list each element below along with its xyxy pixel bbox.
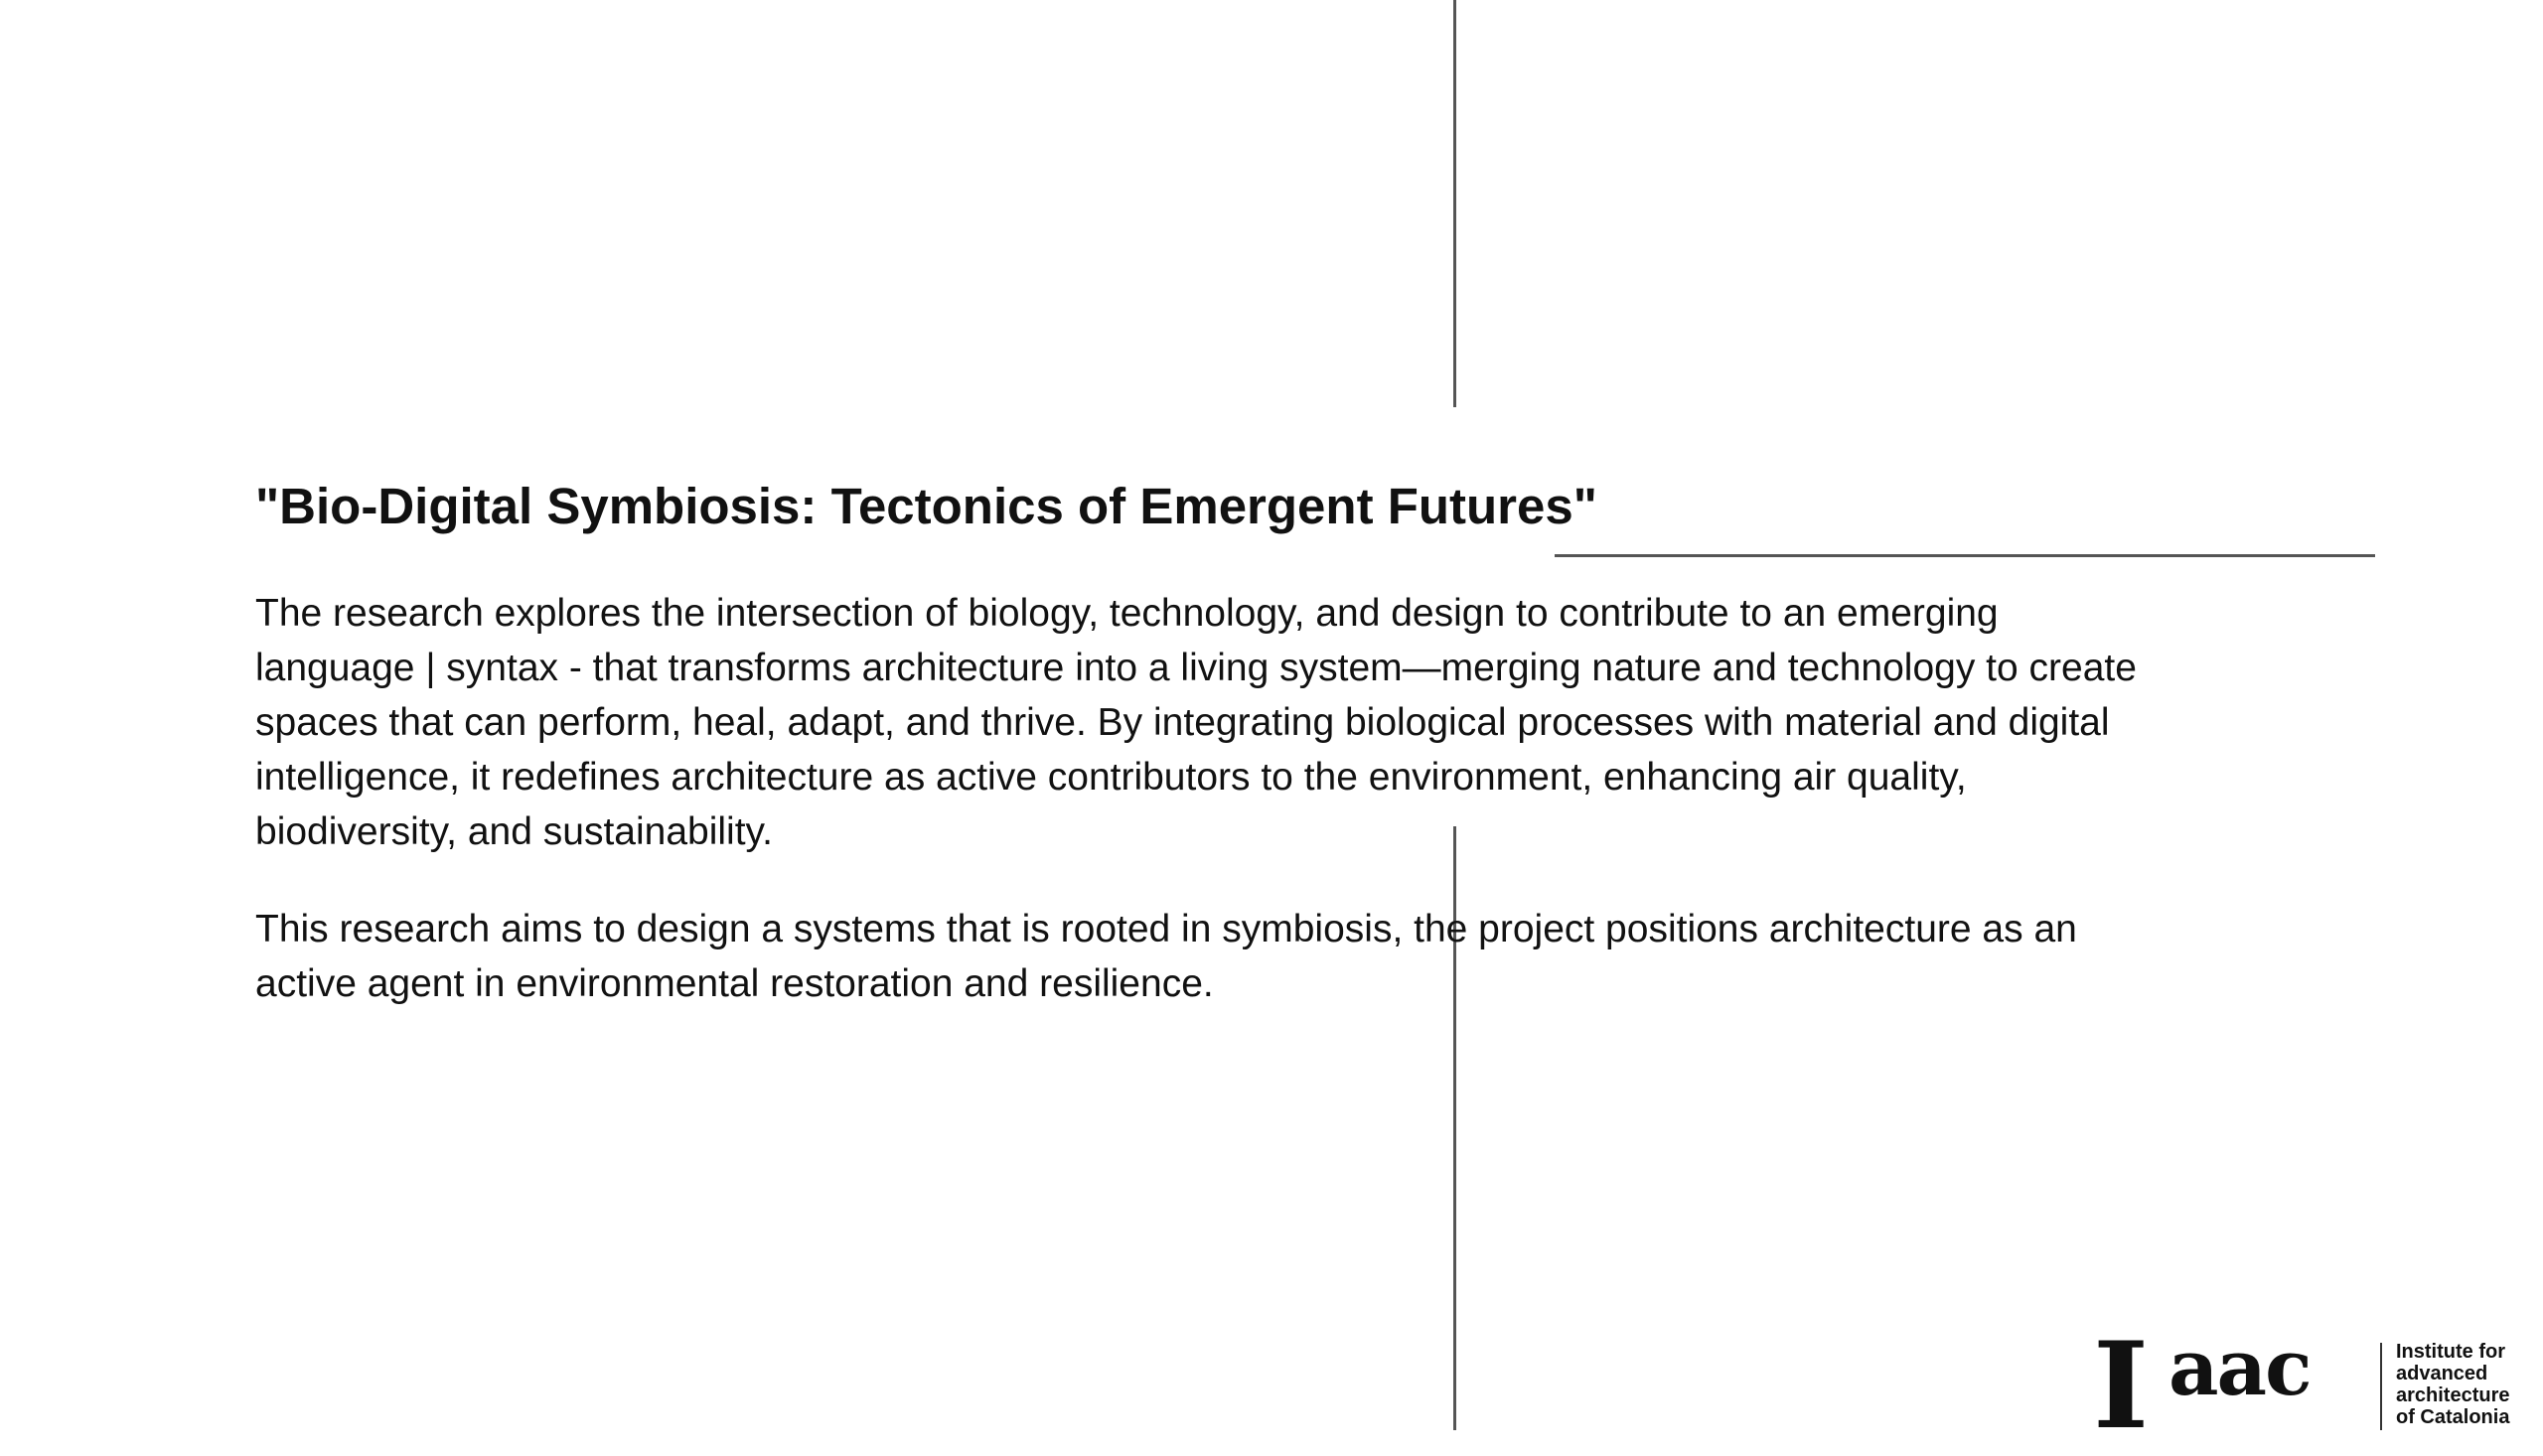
paragraph-line: spaces that can perform, heal, adapt, and thrive. By integrating biological processes with material and digital	[255, 701, 2110, 744]
logo-institution-name	[2396, 1341, 2510, 1428]
paragraph-line: This research aims to design a systems that is rooted in symbiosis, the project positions architecture as an	[255, 908, 2077, 950]
logo-text-line: architecture	[2396, 1384, 2510, 1406]
vertical-divider-top	[1453, 0, 1456, 407]
logo-separator	[2380, 1343, 2382, 1430]
paragraph-aim	[255, 902, 2242, 1011]
logo-mark-letters: aac	[2169, 1323, 2311, 1413]
iaac-logo-mark	[2091, 1316, 2364, 1456]
paragraph-line: The research explores the intersection of biology, technology, and design to contribute to an emerging	[255, 592, 1999, 635]
paragraph-line: language | syntax - that transforms architecture into a living system—merging nature and technology to create	[255, 647, 2137, 689]
slide-title: "Bio-Digital Symbiosis: Tectonics of Emergent Futures"	[255, 478, 1597, 534]
logo-text-line: of Catalonia	[2396, 1406, 2510, 1428]
logo-text-line: Institute for	[2396, 1341, 2505, 1363]
paragraph-line: active agent in environmental restoration and resilience.	[255, 962, 1214, 1005]
logo-mark-initial: I	[2093, 1316, 2150, 1456]
logo-text-line: advanced	[2396, 1363, 2488, 1384]
paragraph-intro	[255, 586, 2242, 859]
iaac-logo	[2091, 1316, 2510, 1456]
title-underline-rule	[1555, 554, 2375, 557]
paragraph-line: intelligence, it redefines architecture as active contributors to the environment, enhancing air quality,	[255, 756, 1967, 799]
paragraph-line: biodiversity, and sustainability.	[255, 810, 773, 853]
